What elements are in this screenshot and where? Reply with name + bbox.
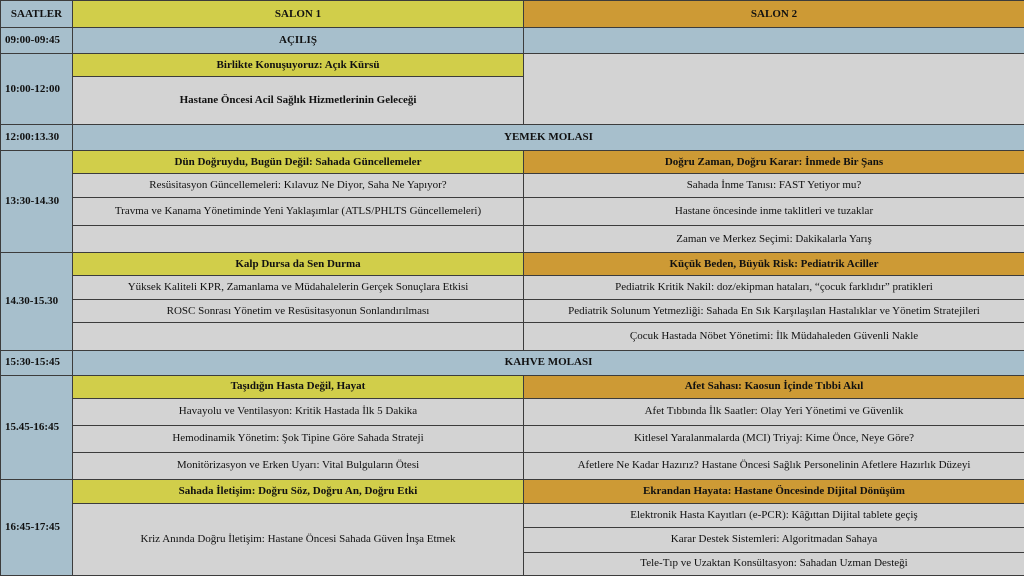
session-title: Küçük Beden, Büyük Risk: Pediatrik Aciller bbox=[524, 253, 1024, 276]
table-row bbox=[1, 276, 1024, 300]
table-row bbox=[1, 350, 1024, 375]
time-slot: 16:45-17:45 bbox=[1, 479, 73, 575]
talk-cell: Hemodinamik Yönetim: Şok Tipine Göre Sahada Strateji bbox=[73, 425, 524, 452]
talk-cell: Afetlere Ne Kadar Hazırız? Hastane Öncesi Sağlık Personelinin Afetlere Hazırlık Düzeyi bbox=[524, 452, 1024, 479]
table-row bbox=[1, 198, 1024, 226]
talk-cell: ROSC Sonrası Yönetim ve Resüsitasyonun Sonlandırılması bbox=[73, 300, 524, 323]
header-hall2: SALON 2 bbox=[524, 1, 1024, 28]
session-title: Taşıdığın Hasta Değil, Hayat bbox=[73, 375, 524, 398]
table-row bbox=[1, 398, 1024, 425]
table-row bbox=[1, 28, 1024, 54]
empty-cell bbox=[524, 54, 1024, 125]
time-slot: 10:00-12:00 bbox=[1, 54, 73, 125]
talk-cell: Yüksek Kaliteli KPR, Zamanlama ve Müdahalelerin Gerçek Sonuçlara Etkisi bbox=[73, 276, 524, 300]
talk-cell: Resüsitasyon Güncellemeleri: Kılavuz Ne Diyor, Saha Ne Yapıyor? bbox=[73, 174, 524, 198]
table-row bbox=[1, 226, 1024, 253]
talk-cell: Pediatrik Kritik Nakil: doz/ekipman hataları, “çocuk farklıdır” pratikleri bbox=[524, 276, 1024, 300]
talk-cell: Karar Destek Sistemleri: Algoritmadan Sahaya bbox=[524, 527, 1024, 552]
talk-cell: Çocuk Hastada Nöbet Yönetimi: İlk Müdahaleden Güvenli Nakle bbox=[524, 323, 1024, 350]
session-title: Sahada İletişim: Doğru Söz, Doğru An, Doğru Etki bbox=[73, 479, 524, 503]
time-slot: 14.30-15.30 bbox=[1, 253, 73, 350]
lunch-break: YEMEK MOLASI bbox=[73, 125, 1024, 151]
table-row bbox=[1, 125, 1024, 151]
time-slot: 15.45-16:45 bbox=[1, 375, 73, 479]
header-times: SAATLER bbox=[1, 1, 73, 28]
session-title: Afet Sahası: Kaosun İçinde Tıbbi Akıl bbox=[524, 375, 1024, 398]
table-row bbox=[1, 253, 1024, 276]
time-slot: 15:30-15:45 bbox=[1, 350, 73, 375]
time-slot: 13:30-14.30 bbox=[1, 151, 73, 253]
session-title: Ekrandan Hayata: Hastane Öncesinde Dijital Dönüşüm bbox=[524, 479, 1024, 503]
empty-cell bbox=[73, 226, 524, 253]
session-title: Birlikte Konuşuyoruz: Açık Kürsü bbox=[73, 54, 524, 77]
talk-cell: Pediatrik Solunum Yetmezliği: Sahada En Sık Karşılaşılan Hastalıklar ve Yönetim Stratejileri bbox=[524, 300, 1024, 323]
talk-cell: Travma ve Kanama Yönetiminde Yeni Yaklaşımlar (ATLS/PHLTS Güncellemeleri) bbox=[73, 198, 524, 226]
talk-cell: Hastane öncesinde inme taklitleri ve tuzaklar bbox=[524, 198, 1024, 226]
header-hall1: SALON 1 bbox=[73, 1, 524, 28]
talk-cell: Elektronik Hasta Kayıtları (e-PCR): Kâğıttan Dijital tablete geçiş bbox=[524, 503, 1024, 527]
talk-cell: Havayolu ve Ventilasyon: Kritik Hastada İlk 5 Dakika bbox=[73, 398, 524, 425]
session-title: Kalp Dursa da Sen Durma bbox=[73, 253, 524, 276]
time-slot: 09:00-09:45 bbox=[1, 28, 73, 54]
table-row bbox=[1, 452, 1024, 479]
table-row bbox=[1, 323, 1024, 350]
talk-cell: Afet Tıbbında İlk Saatler: Olay Yeri Yönetimi ve Güvenlik bbox=[524, 398, 1024, 425]
opening-cell: AÇILIŞ bbox=[73, 28, 524, 54]
talk-cell: Kriz Anında Doğru İletişim: Hastane Öncesi Sahada Güven İnşa Etmek bbox=[73, 503, 524, 575]
table-row bbox=[1, 54, 1024, 77]
table-row bbox=[1, 503, 1024, 527]
table-row bbox=[1, 375, 1024, 398]
coffee-break: KAHVE MOLASI bbox=[73, 350, 1024, 375]
time-slot: 12:00:13.30 bbox=[1, 125, 73, 151]
talk-cell: Tele-Tıp ve Uzaktan Konsültasyon: Sahadan Uzman Desteği bbox=[524, 552, 1024, 575]
table-row bbox=[1, 151, 1024, 174]
empty-cell bbox=[524, 28, 1024, 54]
table-row bbox=[1, 425, 1024, 452]
talk-cell: Hastane Öncesi Acil Sağlık Hizmetlerinin Geleceği bbox=[73, 77, 524, 125]
session-title: Dün Doğruydu, Bugün Değil: Sahada Güncellemeler bbox=[73, 151, 524, 174]
talk-cell: Monitörizasyon ve Erken Uyarı: Vital Bulguların Ötesi bbox=[73, 452, 524, 479]
talk-cell: Sahada İnme Tanısı: FAST Yetiyor mu? bbox=[524, 174, 1024, 198]
table-row bbox=[1, 174, 1024, 198]
session-title: Doğru Zaman, Doğru Karar: İnmede Bir Şans bbox=[524, 151, 1024, 174]
talk-cell: Kitlesel Yaralanmalarda (MCI) Triyaj: Kime Önce, Neye Göre? bbox=[524, 425, 1024, 452]
table-row bbox=[1, 479, 1024, 503]
empty-cell bbox=[73, 323, 524, 350]
table-row bbox=[1, 300, 1024, 323]
header-row bbox=[1, 1, 1024, 28]
talk-cell: Zaman ve Merkez Seçimi: Dakikalarla Yarış bbox=[524, 226, 1024, 253]
